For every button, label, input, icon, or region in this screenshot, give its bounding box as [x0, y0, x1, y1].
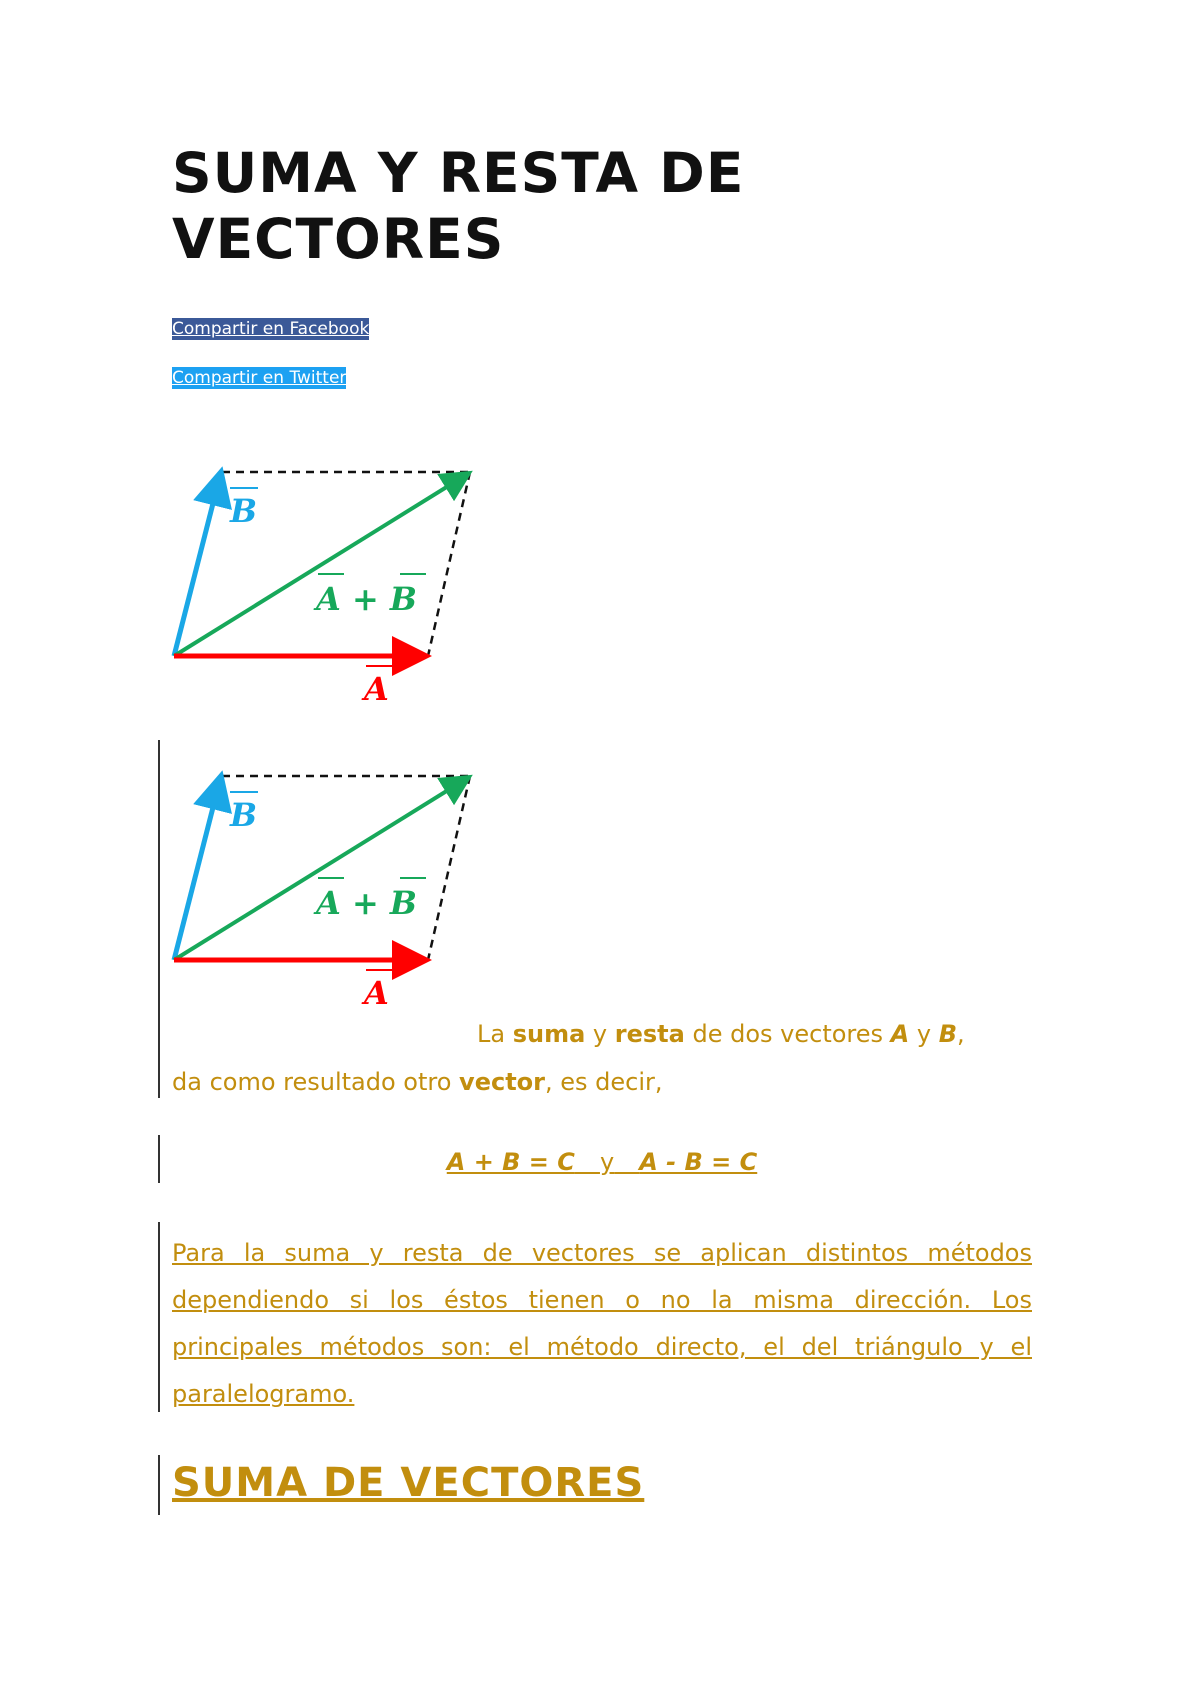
vector-formula: A + B = C y A - B = C	[446, 1148, 758, 1176]
vector-b-arrow	[174, 476, 220, 656]
vector-sum-diagram-2	[160, 754, 490, 1024]
quote-bar-para2	[158, 1222, 160, 1412]
dashed-right	[428, 472, 470, 656]
label-b: B	[230, 492, 258, 530]
share-twitter-link[interactable]: Compartir en Twitter	[172, 368, 347, 388]
label-a: A	[364, 670, 389, 708]
label-a-2: A	[364, 974, 389, 1012]
page-title: SUMA Y RESTA DE VECTORES	[172, 141, 745, 271]
vector-sum-diagram	[160, 450, 490, 720]
vector-sum-arrow	[174, 475, 466, 656]
label-sum: A + B	[316, 580, 417, 618]
quote-bar-heading	[158, 1455, 160, 1515]
intro-line-1: La suma y resta de dos vectores A y B,	[477, 1020, 965, 1048]
label-b-2: B	[230, 796, 258, 834]
methods-paragraph: Para la suma y resta de vectores se aplican distintos métodos dependiendo si los éstos tienen o no la misma dirección. Los principales métodos son: el método directo, el del triángulo y el paralelogramo.	[172, 1239, 1032, 1408]
quote-bar-formula	[158, 1135, 160, 1183]
share-facebook-link[interactable]: Compartir en Facebook	[172, 319, 370, 339]
section-heading-suma: SUMA DE VECTORES	[172, 1460, 645, 1506]
intro-line-2: da como resultado otro vector, es decir,	[172, 1068, 663, 1096]
label-sum-2: A + B	[316, 884, 417, 922]
